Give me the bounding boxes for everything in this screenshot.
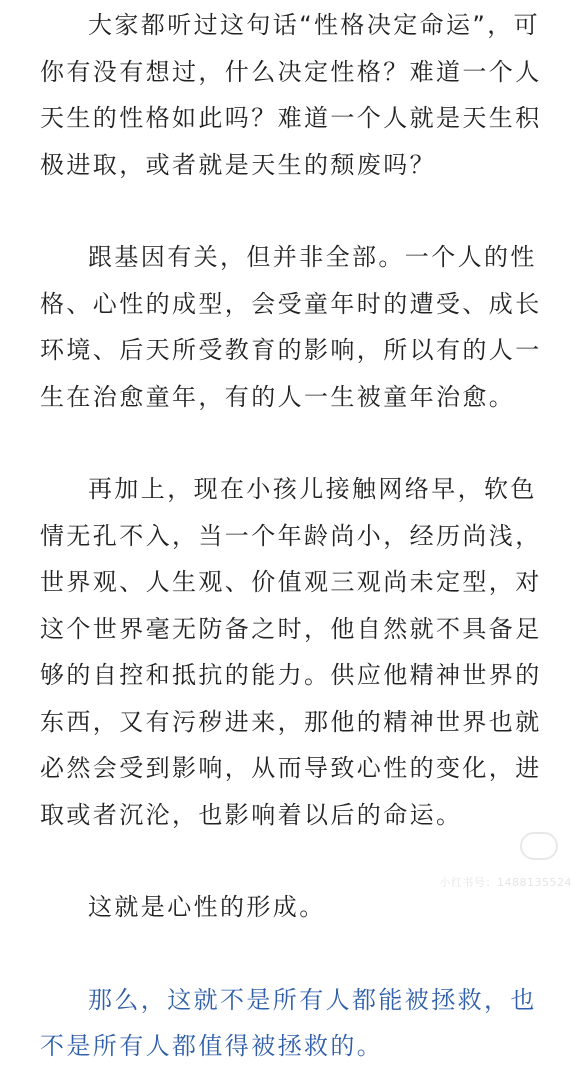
paragraph-spacer xyxy=(40,188,560,234)
paragraph-4: 这就是心性的形成。 xyxy=(88,893,326,921)
article-body xyxy=(40,0,560,1070)
paragraph-5-highlight: 那么，这就不是所有人都能被拯救，也不是所有人都值得被拯救的。 xyxy=(40,985,537,1060)
watermark-text: 小红书号：1488135524 xyxy=(439,876,572,889)
paragraph-1: 大家都听过这句话“性格决定命运”，可你有没有想过，什么决定性格？难道一个人天生的性格如此吗？难道一个人就是天生积极进取，或者就是天生的颓废吗？ xyxy=(40,11,542,179)
app-logo-icon xyxy=(520,832,558,860)
paragraph-spacer xyxy=(40,931,560,977)
paragraph-3: 再加上，现在小孩儿接触网络早，软色情无孔不入，当一个年龄尚小，经历尚浅，世界观、人生观、价值观三观尚未定型，对这个世界毫无防备之时，他自然就不具备足够的自控和抵抗的能力。供应他精神世界的东西，又有污秽进来，那他的精神世界也就必然会受到影响，从而导致心性的变化，进取或者沉沦，也影响着以后的命运。 xyxy=(40,475,542,829)
paragraph-2: 跟基因有关，但并非全部。一个人的性格、心性的成型，会受童年时的遭受、成长环境、后天所受教育的影响，所以有的人一生在治愈童年，有的人一生被童年治愈。 xyxy=(40,243,542,411)
paragraph-spacer xyxy=(40,420,560,466)
watermark xyxy=(402,832,572,892)
